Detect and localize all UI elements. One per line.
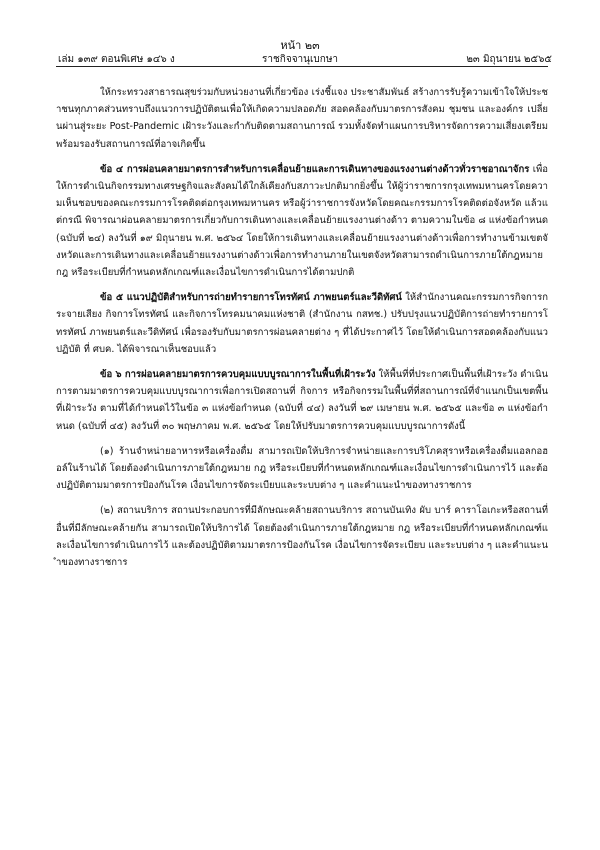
clause-5 — [56, 289, 548, 358]
clause-4-body: เพื่อให้การดำเนินกิจกรรมทางเศรษฐกิจและสังคมได้ใกล้เคียงกับสภาวะปกติมากยิ่งขึ้น ให้ผู้ว่าราชการกรุงเทพมหานครโดยความเห็นชอบของคณะกรรมการโรคติดต่อกรุงเทพมหานคร หรือผู้ว่าราชการจังหวัดโดยคณะกรรมการโรคติดต่อจังหวัด แล้วแต่กรณี พิจารณาผ่อนคลายมาตรการเกี่ยวกับการเดินทางและเคลื่อนย้ายแรงงานต่างด้าว ตามความในข้อ ๘ แห่งข้อกำหนด (ฉบับที่ ๒๔) ลงวันที่ ๑๙ มิถุนายน พ.ศ. ๒๕๖๔ โดยให้การเดินทางและเคลื่อนย้ายแรงงานต่างด้าวเพื่อการทำงานข้ามเขตจังหวัดและการเดินทางและเคลื่อนย้ายแรงงานต่างด้าวเพื่อการทำงานภายในเขตจังหวัดสามารถดำเนินการภายใต้กฎหมาย กฎ หรือระเบียบที่กำหนดหลักเกณฑ์และเงื่อนไขการดำเนินการได้ตามปกติ — [56, 163, 548, 279]
header-rule — [56, 66, 548, 67]
page-number: หน้า ๒๓ — [280, 39, 320, 52]
clause-6-item-2: (๒) สถานบริการ สถานประกอบการที่มีลักษณะคล้ายสถานบริการ สถานบันเทิง ผับ บาร์ คาราโอเกะหรือสถานที่อื่นที่มีลักษณะคล้ายกัน สามารถเปิดให้บริการได้ โดยต้องดำเนินการภายใต้กฎหมาย กฎ หรือระเบียบที่กำหนดหลักเกณฑ์และเงื่อนไขการดำเนินการไว้ และต้องปฏิบัติตามมาตรการป้องกันโรค เงื่อนไขการจัดระเบียบ และระบบต่าง ๆ และคำแนะนำของทางราชการ — [56, 505, 548, 569]
clause-4 — [56, 161, 548, 281]
clause-6-body: ให้พื้นที่ที่ประกาศเป็นพื้นที่เฝ้าระวัง ดำเนินการตามมาตรการควบคุมแบบบูรณาการเพื่อการเปิดสถานที่ กิจการ หรือกิจกรรมในพื้นที่ที่สถานการณ์ที่จำแนกเป็นเขตพื้นที่เฝ้าระวัง ตามที่ได้กำหนดไว้ในข้อ ๓ แห่งข้อกำหนด (ฉบับที่ ๔๔) ลงวันที่ ๒๙ เมษายน พ.ศ. ๒๕๖๕ และข้อ ๓ แห่งข้อกำหนด (ฉบับที่ ๔๕) ลงวันที่ ๓๐ พฤษภาคม พ.ศ. ๒๕๖๕ โดยให้ปรับมาตรการควบคุมแบบบูรณาการดังนี้ — [56, 369, 548, 432]
clause-4-heading: ข้อ ๔ การผ่อนคลายมาตรการสำหรับการเคลื่อนย้ายและการเดินทางของแรงงานต่างด้าวทั่วราชอาณาจักร — [100, 163, 530, 175]
clause-6-item-1: (๑) ร้านจำหน่ายอาหารหรือเครื่องดื่ม สามารถเปิดให้บริการจำหน่ายและการบริโภคสุราหรือเครื่องดื่มแอลกอฮอล์ในร้านได้ โดยต้องดำเนินการภายใต้กฎหมาย กฎ หรือระเบียบที่กำหนดหลักเกณฑ์และเงื่อนไขการดำเนินการไว้ และต้องปฏิบัติตามมาตรการป้องกันโรค เงื่อนไขการจัดระเบียบและระบบต่าง ๆ และคำแนะนำของทางราชการ — [56, 445, 548, 492]
clause-5-heading: ข้อ ๕ แนวปฏิบัติสำหรับการถ่ายทำรายการโทรทัศน์ ภาพยนตร์และวีดิทัศน์ — [100, 292, 402, 304]
clause-6-heading: ข้อ ๖ การผ่อนคลายมาตรการควบคุมแบบบูรณาการในพื้นที่เฝ้าระวัง — [100, 369, 376, 381]
volume-issue: เล่ม ๑๓๙ ตอนพิเศษ ๑๔๖ ง — [58, 54, 175, 65]
clause-6 — [56, 366, 548, 435]
gazette-name: ราชกิจจานุเบกษา — [262, 54, 339, 65]
publication-date: ๒๓ มิถุนายน ๒๕๖๕ — [466, 54, 552, 65]
intro-paragraph: ให้กระทรวงสาธารณสุขร่วมกับหน่วยงานที่เกี่ยวข้อง เร่งชี้แจง ประชาสัมพันธ์ สร้างการรับรู้ความเข้าใจให้ประชาชนทุกภาคส่วนทราบถึงแนวการปฏิบัติตนเพื่อให้เกิดความปลอดภัย สอดคล้องกับมาตรการสังคม ชุมชน และองค์กร เปลี่ยนผ่านสู่ระยะ Post-Pandemic เฝ้าระวังและกำกับติดตามสถานการณ์ รวมทั้งจัดทำแผนการบริหารจัดการความเสี่ยงเตรียมพร้อมรองรับสถานการณ์ที่อาจเกิดขึ้น — [56, 87, 548, 150]
document-body — [56, 84, 548, 579]
clause-5-body: ให้สำนักงานคณะกรรมการกิจการกระจายเสียง กิจการโทรทัศน์ และกิจการโทรคมนาคมแห่งชาติ (สำนักงาน กสทช.) ปรับปรุงแนวปฏิบัติการถ่ายทำรายการโทรทัศน์ ภาพยนตร์และวีดิทัศน์ เพื่อรองรับกับมาตรการผ่อนคลายต่าง ๆ ที่ได้ประกาศไว้ โดยให้ดำเนินการสอดคล้องกับแนวปฏิบัติ ที่ ศบค. ได้พิจารณาเห็นชอบแล้ว — [56, 292, 548, 355]
